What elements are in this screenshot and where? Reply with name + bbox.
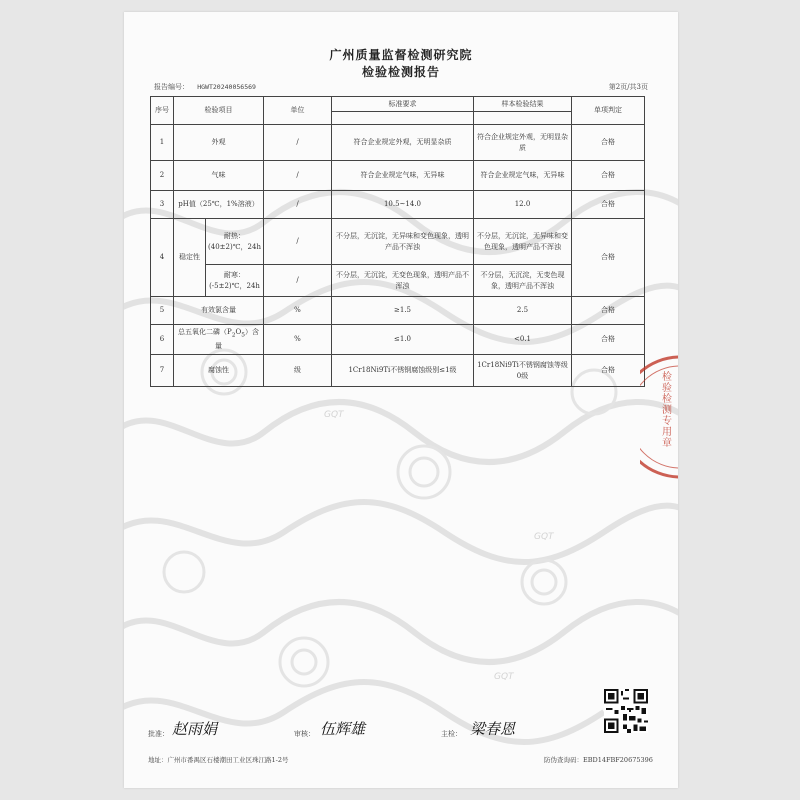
phosphorus-sub-2: 2 [231,332,236,339]
approve-signature: 赵雨娟 [172,720,218,738]
table-row [151,191,645,219]
row-no: 1 [151,125,174,161]
report-number [154,82,256,92]
row-unit: % [264,325,332,355]
heat-standard: 不分层，无沉淀，无异味和变色现象，透明产品不浑浊 [332,219,474,265]
header-standard: 标准要求 [332,97,474,112]
report-title: 检验检测报告 [361,65,440,79]
header-no: 序号 [151,97,174,125]
row-result: <0.1 [474,325,572,355]
row-result: 2.5 [474,297,572,325]
row-no: 6 [151,325,174,355]
header-standard-sub [332,112,474,125]
row-no: 5 [151,297,174,325]
watermark-text-3: GQT [494,672,514,682]
table-row-stability-heat [151,219,645,265]
table-row [151,161,645,191]
row-result: 1Cr18Ni9Ti不锈钢腐蚀等级0级 [474,355,572,387]
institute-title: 广州质量监督检测研究院 [329,48,473,62]
row-judge: 合格 [572,325,645,355]
row-item [174,325,264,355]
row-no: 3 [151,191,174,219]
row-judge: 合格 [572,297,645,325]
row-standard: 符合企业规定气味，无异味 [332,161,474,191]
cold-unit: / [264,265,332,297]
watermark-text: GQT [534,532,554,542]
row-unit: / [264,161,332,191]
table-row-stability-cold [151,265,645,297]
table-header-row [151,97,645,112]
review-signature: 伍辉雄 [320,720,366,738]
review-label: 审核： [294,730,315,738]
header-judge: 单项判定 [572,97,645,125]
header-result: 样本检验结果 [474,97,572,112]
watermark-text-2: GQT [324,410,344,420]
examine-label: 主检： [441,730,462,738]
stability-group-label: 稳定性 [174,219,206,297]
examine-signature: 梁春恩 [470,720,516,738]
row-standard: ≤1.0 [332,325,474,355]
header-unit: 单位 [264,97,332,125]
row-item: 外观 [174,125,264,161]
row-item: 腐蚀性 [174,355,264,387]
row-result: 12.0 [474,191,572,219]
table-row-phosphorus [151,325,645,355]
inspection-table [150,96,645,387]
table-row [151,355,645,387]
address: 地址：广州市番禺区石楼潮田工业区珠江路1-2号 [148,756,289,764]
cold-standard: 不分层，无沉淀，无变色现象，透明产品不浑浊 [332,265,474,297]
row-no: 4 [151,219,174,297]
verify-code-value: EBD14FBF20675396 [583,756,653,764]
row-judge: 合格 [572,191,645,219]
row-result: 符合企业规定气味，无异味 [474,161,572,191]
row-judge: 合格 [572,161,645,191]
row-judge: 合格 [572,125,645,161]
phosphorus-sub-5: 5 [241,332,245,339]
header-result-sub [474,112,572,125]
table-row [151,125,645,161]
official-seal-text: 检验检测专用章 [662,372,672,449]
row-standard: 1Cr18Ni9Ti不锈钢腐蚀级别≤1级 [332,355,474,387]
row-unit: / [264,191,332,219]
phosphorus-item-a: 总五氧化二磷（P [178,327,232,336]
approve-label: 批准： [148,730,169,738]
cold-result: 不分层，无沉淀，无变色现象，透明产品不浑浊 [474,265,572,297]
row-judge: 合格 [572,355,645,387]
stability-judge: 合格 [572,219,645,297]
phosphorus-item-b: O [235,327,242,336]
row-no: 2 [151,161,174,191]
heat-item: 耐热：(40±2)℃，24h [206,219,264,265]
qr-code [604,689,648,733]
verify-code [544,755,653,764]
row-result: 符合企业规定外观，无明显杂质 [474,125,572,161]
row-standard: 符合企业规定外观，无明显杂质 [332,125,474,161]
phosphorus-item-c: ）含量 [215,327,259,351]
heat-unit: / [264,219,332,265]
row-standard: ≥1.5 [332,297,474,325]
heat-result: 不分层，无沉淀，无异味和变色现象，透明产品不浑浊 [474,219,572,265]
report-number-label: 报告编号： [154,83,189,91]
row-standard: 10.5~14.0 [332,191,474,219]
verify-code-label: 防伪查询码： [544,756,583,764]
row-item: pH值（25℃，1%溶液） [174,191,264,219]
cold-item: 耐寒：(-5±2)℃，24h [206,265,264,297]
row-item: 有效氯含量 [174,297,264,325]
table-row [151,297,645,325]
page-info: 第2页/共3页 [608,83,648,91]
row-item: 气味 [174,161,264,191]
row-no: 7 [151,355,174,387]
row-unit: % [264,297,332,325]
row-unit: / [264,125,332,161]
report-page [124,12,678,788]
row-unit: 级 [264,355,332,387]
report-number-value: HGWT20240056569 [197,83,256,91]
header-item: 检验项目 [174,97,264,125]
